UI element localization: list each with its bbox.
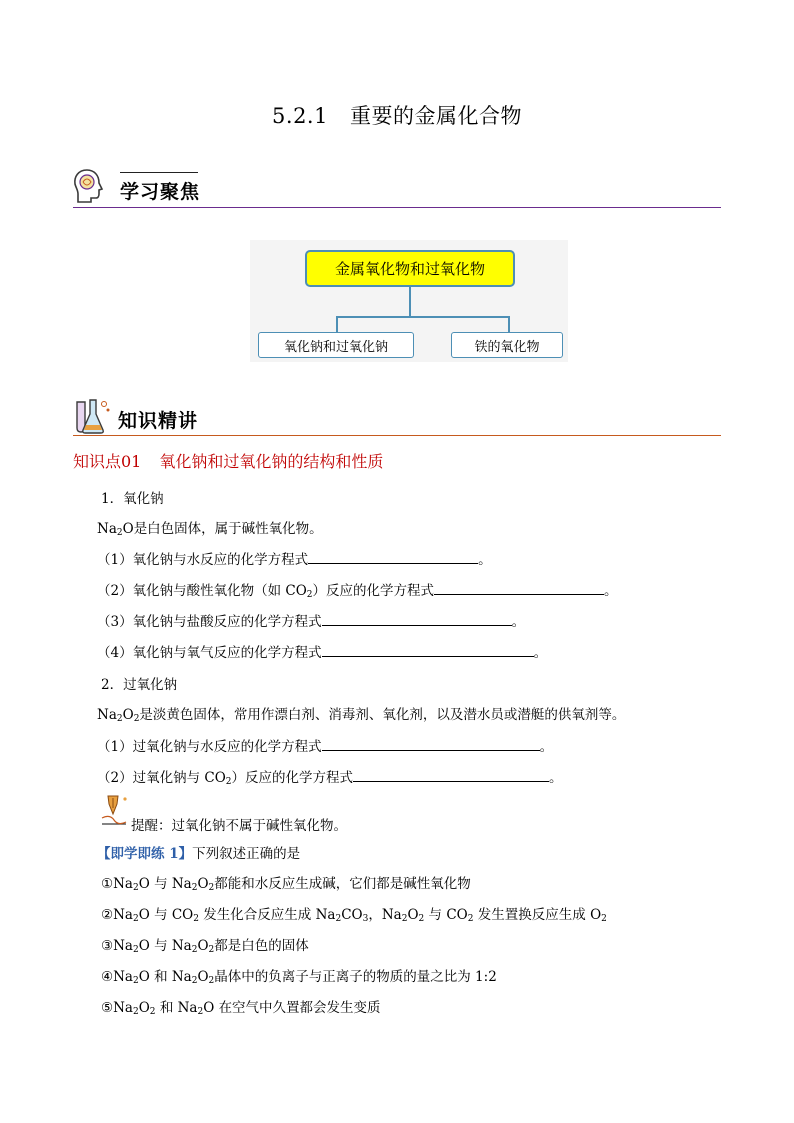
section-deco-line <box>120 172 198 173</box>
section-label-focus: 学习聚焦 <box>120 181 201 203</box>
paragraph-na2o2-desc: $Na_2O_2$是淡黄色固体，常用作漂白剂、消毒剂、氧化剂，以及潜水员或潜艇的供氧剂等。 <box>97 707 626 724</box>
answer-blank <box>434 581 604 595</box>
answer-blank <box>308 550 478 564</box>
question-na2o-3: （3）氧化钠与盐酸反应的化学方程式 。 <box>97 614 526 630</box>
answer-blank <box>322 643 534 657</box>
knowledge-point-title: 氧化钠和过氧化钠的结构和性质 <box>159 452 384 471</box>
mindmap-root-node: 金属氧化物和过氧化物 <box>305 250 515 287</box>
subheading-na2o: 1．氧化钠 <box>101 491 164 507</box>
lab-flask-icon <box>73 398 111 434</box>
section-rule <box>73 435 721 436</box>
mindmap-child-node: 氧化钠和过氧化钠 <box>258 332 414 358</box>
subheading-na2o2: 2．过氧化钠 <box>101 677 178 693</box>
question-na2o-2: （2）氧化钠与酸性氧化物（如 $CO_2$）反应的化学方程式 。 <box>97 583 618 600</box>
section-rule <box>73 207 721 208</box>
mindmap-connector <box>508 316 510 332</box>
question-na2o2-2: （2）过氧化钠与 $CO_2$）反应的化学方程式 。 <box>97 770 563 787</box>
knowledge-point-number: 知识点01 <box>73 452 142 471</box>
knowledge-point-heading <box>73 449 383 472</box>
brain-head-icon <box>73 168 107 204</box>
answer-blank <box>353 768 549 782</box>
paragraph-na2o-desc: $Na_2O$是白色固体，属于碱性氧化物。 <box>97 521 323 538</box>
mindmap-connector <box>336 316 509 318</box>
practice-option-2: $②Na_2O$ 与 $CO_2$ 发生化合反应生成 $Na_2CO_3$，$Na_2O_2$ 与 $CO_2$ 发生置换反应生成 $O_2$ <box>101 907 607 924</box>
question-na2o-4: （4）氧化钠与氧气反应的化学方程式 。 <box>97 645 548 661</box>
tip-text: 提醒：过氧化钠不属于碱性氧化物。 <box>131 818 347 834</box>
practice-option-3: $③Na_2O$ 与 $Na_2O_2$都是白色的固体 <box>101 938 309 955</box>
practice-option-1: $①Na_2O$ 与 $Na_2O_2$都能和水反应生成碱，它们都是碱性氧化物 <box>101 876 471 893</box>
title-number: 5.2.1 <box>272 104 328 128</box>
mindmap-connector <box>409 287 411 317</box>
question-na2o-1: （1）氧化钠与水反应的化学方程式 。 <box>97 552 492 568</box>
page-title <box>0 100 794 130</box>
practice-tag: 【即学即练 1】 <box>97 846 193 862</box>
question-na2o2-1: （1）过氧化钠与水反应的化学方程式 。 <box>97 739 554 755</box>
title-text: 重要的金属化合物 <box>349 104 522 128</box>
section-label-knowledge: 知识精讲 <box>118 410 199 432</box>
practice-question: 【即学即练 1】下列叙述正确的是 <box>97 846 301 862</box>
answer-blank <box>322 737 540 751</box>
practice-option-5: $⑤Na_2O_2$ 和 $Na_2O$ 在空气中久置都会发生变质 <box>101 1000 381 1017</box>
practice-option-4: $④Na_2O$ 和 $Na_2O_2$晶体中的负离子与正离子的物质的量之比为 1:2 <box>101 969 497 986</box>
mindmap-connector <box>336 316 338 332</box>
mindmap-child-node: 铁的氧化物 <box>451 332 563 358</box>
answer-blank <box>322 612 512 626</box>
pen-nib-icon <box>100 794 130 828</box>
